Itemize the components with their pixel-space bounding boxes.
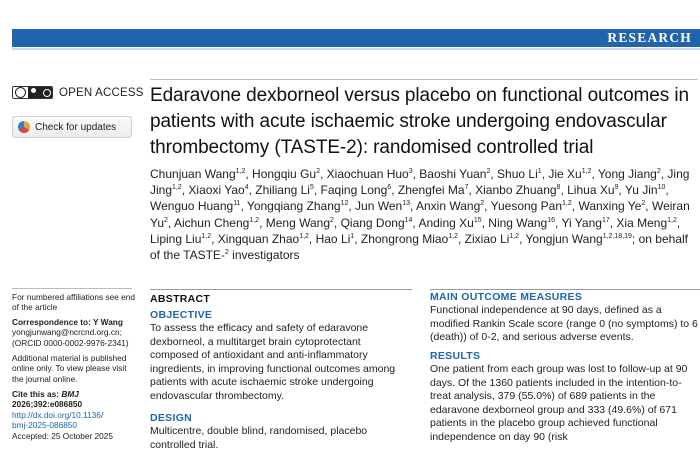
author-name-text: Yu Jin (624, 183, 658, 198)
author-list: Chunjuan Wang$^{1,2}$, Hongqiu Gu$^2$, Xiaochuan Huo$^3$, Baoshi Yuan$^2$, Shuo Li$^1$, Jie Xu$^{1,2}$, Yong Jiang$^2$, Jing Jing$^{1,2}$, Xiaoxi Yao$^4$, Zhiliang Li$^5$, Faqing Long$^6$, Zhengfei Ma$^7$, Xianbo Zhuang$^8$, Lihua Xu$^9$, Yu Jin$^{10}$, Wenguo Huang$^{11}$, Yongqiang Zhang$^{12}$, Jun Wen$^{13}$, Anxin Wang$^2$, Yuesong Pan$^{1,2}$, Wanxing Ye$^2$, Weiran Yu$^2$, Aichun Cheng$^{1,2}$, Meng Wang$^2$, Qiang Dong$^{14}$, Anding Xu$^{15}$, Ning Wang$^{16}$, Yi Yang$^{17}$, Xia Meng$^{1,2}$, Liping Liu$^{1,2}$, Xingquan Zhao$^{1,2}$, Hao Li$^1$, Zhongrong Miao$^{1,2}$, Zixiao Li$^{1,2}$, Yongjun Wang$^{1,2,18,19}$; on behalf of the TASTE-$^2$ investigators (150, 167, 690, 263)
author-name (341, 216, 413, 230)
author-name-text: Xingquan Zhao (217, 231, 300, 246)
check-for-updates-label: Check for updates (35, 121, 117, 133)
author-name-text: Jun Wen (355, 199, 403, 214)
objective-text: To assess the efficacy and safety of edaravone dexborneol, a multitarget brain cytoprotectant composed of antioxidant and anti-inflammatory ingredients, in improving functional outcomes among patients with acute ischaemic stroke undergoing endovascular thrombectomy. (150, 322, 396, 402)
author-affiliation-sup: 10 (657, 184, 666, 192)
author-name-text: Zixiao Li (464, 231, 510, 246)
author-name-text: Xia Meng (616, 215, 668, 230)
author-affiliation-sup: 13 (402, 200, 410, 208)
correspondence (12, 317, 137, 348)
author-affiliation-sup: 1,2 (299, 232, 309, 240)
author-affiliation-sup: 2 (316, 168, 320, 175)
author-name-text: Ning Wang (488, 215, 548, 230)
author-affiliation-sup: 1 (350, 232, 355, 240)
author-name (218, 232, 309, 246)
author-affiliation-sup: 1,2 (172, 184, 182, 192)
cite-ref: 2026;392:e086850 (12, 399, 83, 410)
author-name-text: Hongqiu Gu (252, 167, 317, 181)
author-name (491, 199, 572, 213)
author-name (252, 167, 320, 181)
crossmark-icon (18, 121, 30, 133)
cite-journal: BMJ (61, 389, 79, 399)
sidebar-rule (12, 288, 132, 289)
author-name-text: Xiaochuan Huo (326, 167, 409, 181)
author-name (616, 216, 676, 230)
author-name (578, 199, 645, 213)
cite-label: Cite this as: (12, 389, 62, 399)
author-name (488, 216, 555, 230)
author-affiliation-sup: 2 (330, 216, 334, 224)
author-name (416, 199, 484, 213)
author-name (475, 183, 560, 197)
author-affiliation-sup: 8 (556, 184, 561, 192)
author-name (497, 167, 542, 181)
section-label: RESEARCH (607, 30, 692, 45)
results-heading: RESULTS (430, 350, 481, 362)
author-affiliation-sup: 1,2 (448, 232, 458, 240)
author-name (398, 183, 469, 197)
author-affiliation-sup: 1 (537, 168, 542, 175)
author-name (188, 183, 248, 197)
author-name (255, 183, 314, 197)
author-name-text: Baoshi Yuan (419, 167, 487, 181)
outcome-text: Functional independence at 90 days, defined as a modified Rankin Scale score (range 0 (no symptoms) to 6 (death)) of 0-2, and serious adverse events. (430, 304, 698, 344)
author-name-text: Zhengfei Ma (397, 183, 465, 198)
author-name (418, 216, 481, 230)
author-name-text: Zhongrong Miao (360, 231, 449, 246)
author-name (465, 232, 519, 246)
author-affiliation-sup: 7 (464, 184, 469, 192)
author-affiliation-sup: 1,2,18,19 (602, 232, 632, 240)
author-name-text: Zhiliang Li (255, 183, 310, 198)
doi-link[interactable]: http://dx.doi.org/10.1136/ bmj-2025-086850 (12, 409, 104, 430)
author-name-text: Jing Jing (150, 167, 690, 198)
author-affiliation-sup: 9 (614, 184, 619, 192)
affiliations-note: For numbered affiliations see end of the article (12, 292, 135, 313)
author-affiliation-sup: 11 (233, 200, 241, 208)
author-name (247, 199, 348, 213)
correspondence-label: Correspondence to: Y Wang (12, 317, 123, 327)
author-name-text: Aichun Cheng (173, 215, 250, 230)
banner-strip (12, 48, 700, 50)
author-name-text: Meng Wang (265, 215, 330, 230)
author-affiliation-sup: 4 (244, 184, 249, 192)
author-name (625, 183, 666, 197)
author-name-text: Chunjuan Wang (150, 167, 236, 181)
author-affiliation-sup: 12 (340, 200, 349, 208)
author-name (174, 216, 259, 230)
author-affiliation-sup: 17 (601, 216, 610, 224)
author-name-text: Hao Li (315, 231, 351, 246)
author-name-text: Shuo Li (497, 167, 538, 181)
author-name-text: Yongjun Wang (525, 231, 603, 246)
author-name-text: Yong Jiang (597, 167, 657, 181)
cc-by-nc-icon (12, 86, 53, 99)
author-name-text: Yuesong Pan (490, 199, 563, 214)
open-access-badge[interactable] (12, 86, 144, 99)
open-access-label: OPEN ACCESS (59, 86, 144, 99)
author-name (361, 232, 458, 246)
authors-tail-sup: 2 (224, 249, 229, 257)
author-name-text: Anxin Wang (416, 199, 481, 214)
citation (12, 389, 137, 430)
author-name (561, 216, 609, 230)
author-affiliation-sup: 2 (656, 168, 661, 175)
author-affiliation-sup: 14 (404, 216, 413, 224)
objective-heading: OBJECTIVE (150, 309, 213, 321)
outcome-rule (430, 289, 700, 290)
article-title: Edaravone dexborneol versus placebo on functional outcomes in patients with acute ischaemic stroke undergoing endovascular thrombectomy (TASTE-2): randomised controlled trial (150, 85, 689, 158)
author-name (316, 232, 355, 246)
authors-tail-end: investigators (228, 248, 300, 263)
author-affiliation-sup: 2 (486, 168, 491, 175)
author-name (526, 232, 632, 246)
author-name-text: Wenguo Huang (150, 199, 234, 214)
authors-tail: ; on behalf of the TASTE- (150, 231, 688, 263)
author-name-text: Yi Yang (561, 215, 602, 230)
results-text: One patient from each group was lost to follow-up at 90 days. Of the 1360 patients included in the intention-to-treat analysis, 379 (55.0%) of 689 patients in the edaravone dexborneol group and 333 (49.6%) of 671 patients in the placebo group achieved functional independence on day 90 (risk (430, 363, 688, 443)
check-for-updates-button[interactable] (12, 116, 132, 138)
orcid[interactable]: (ORCID 0000-0002-9976-2341) (12, 337, 129, 348)
author-affiliation-sup: 1,2 (249, 216, 260, 224)
author-affiliation-sup: 1,2 (562, 200, 572, 208)
author-name (150, 199, 240, 213)
author-name-text: Liping Liu (150, 231, 202, 246)
author-name (321, 183, 392, 197)
author-name (548, 167, 591, 181)
abstract-rule (150, 289, 412, 290)
author-name (266, 216, 334, 230)
author-name-text: Yongqiang Zhang (246, 199, 341, 214)
author-affiliation-sup: 16 (547, 216, 556, 224)
author-affiliation-sup: 1,2 (235, 168, 246, 175)
author-name-text: Wanxing Ye (578, 199, 642, 214)
author-affiliation-sup: 1,2 (581, 168, 592, 175)
additional-material-note: Additional material is published online only. To view please visit the journal online. (12, 353, 127, 384)
author-name-text: Anding Xu (418, 215, 474, 230)
author-name (150, 232, 211, 246)
author-affiliation-sup: 15 (473, 216, 482, 224)
author-affiliation-sup: 2 (164, 216, 168, 224)
outcome-heading: MAIN OUTCOME MEASURES (430, 291, 583, 303)
accepted-date: Accepted: 25 October 2025 (12, 431, 114, 441)
author-affiliation-sup: 3 (408, 168, 413, 175)
abstract-heading: ABSTRACT (150, 293, 211, 305)
title-rule (150, 79, 698, 80)
author-affiliation-sup: 1,2 (667, 216, 677, 224)
author-name (419, 167, 490, 181)
correspondence-email[interactable]: yongjunwang@ncrcnd.org.cn; (12, 327, 122, 338)
author-affiliation-sup: 5 (309, 184, 314, 192)
author-affiliation-sup: 6 (387, 184, 392, 192)
author-name (327, 167, 413, 181)
author-affiliation-sup: 2 (480, 200, 485, 208)
author-name-text: Jie Xu (548, 167, 582, 181)
author-name-text: Xiaoxi Yao (188, 183, 245, 198)
section-banner (12, 29, 700, 47)
author-affiliation-sup: 1,2 (201, 232, 212, 240)
author-name-text: Lihua Xu (567, 183, 615, 198)
design-text: Multicentre, double blind, randomised, placebo controlled trial. (150, 425, 368, 451)
author-affiliation-sup: 1,2 (509, 232, 520, 240)
design-heading: DESIGN (150, 412, 193, 424)
author-affiliation-sup: 2 (641, 200, 646, 208)
author-name (150, 167, 245, 181)
author-name-text: Faqing Long (320, 183, 388, 198)
author-name (567, 183, 618, 197)
author-name-text: Weiran Yu (150, 199, 690, 230)
author-name-text: Qiang Dong (340, 215, 405, 230)
author-name (598, 167, 661, 181)
author-name-text: Xianbo Zhuang (475, 183, 557, 198)
author-name (355, 199, 410, 213)
